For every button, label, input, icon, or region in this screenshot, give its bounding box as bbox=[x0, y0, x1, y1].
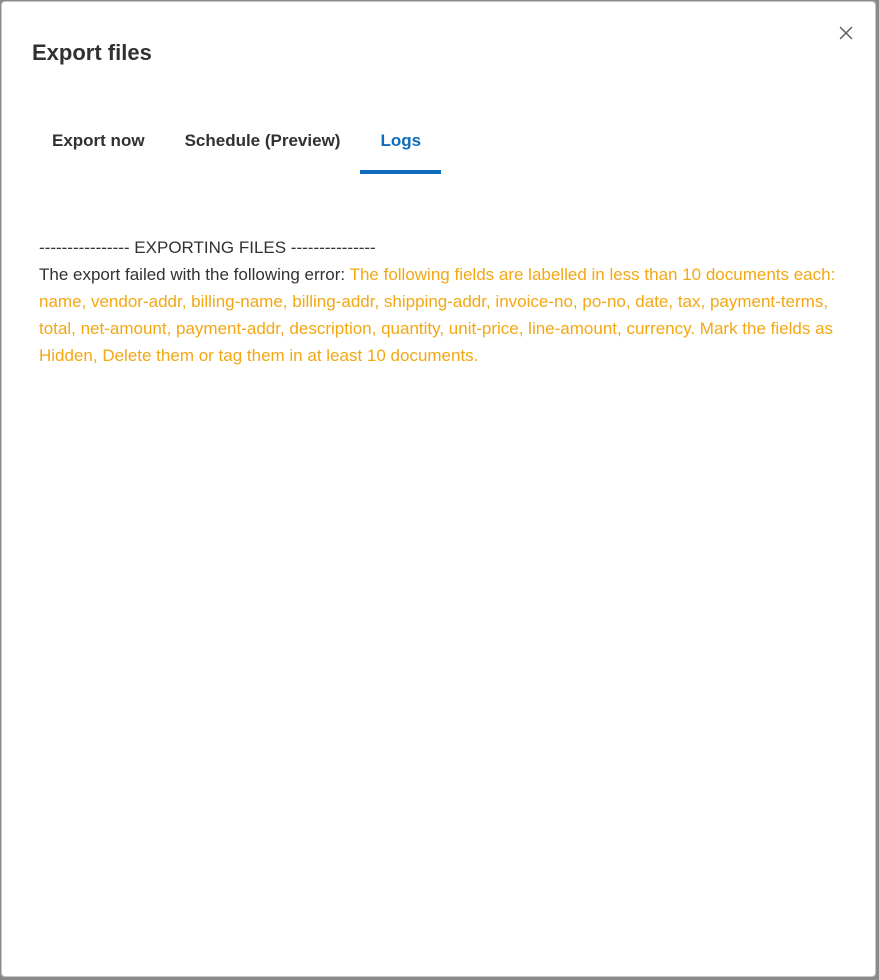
log-header: ---------------- EXPORTING FILES --------------- bbox=[39, 238, 376, 257]
dialog-title: Export files bbox=[32, 40, 152, 65]
tab-export-now[interactable]: Export now bbox=[52, 131, 145, 150]
close-button[interactable] bbox=[835, 22, 857, 44]
close-icon bbox=[835, 22, 857, 44]
tab-schedule-preview[interactable]: Schedule (Preview) bbox=[184, 131, 341, 150]
log-error-prefix: The export failed with the following error: bbox=[39, 265, 350, 284]
tab-logs[interactable]: Logs bbox=[380, 122, 421, 168]
log-output bbox=[39, 234, 847, 369]
tab-bar bbox=[32, 122, 421, 168]
export-files-dialog bbox=[1, 1, 876, 977]
log-error-message: The following fields are labelled in less than 10 documents each: name, vendor-addr, billing-name, billing-addr, shipping-addr, invoice-no, po-no, date, tax, payment-terms, total, net-amount, payment-addr, description, quantity, unit-price, line-amount, currency. Mark the fields as Hidden, Delete them or tag them in at least 10 documents. bbox=[39, 265, 836, 365]
